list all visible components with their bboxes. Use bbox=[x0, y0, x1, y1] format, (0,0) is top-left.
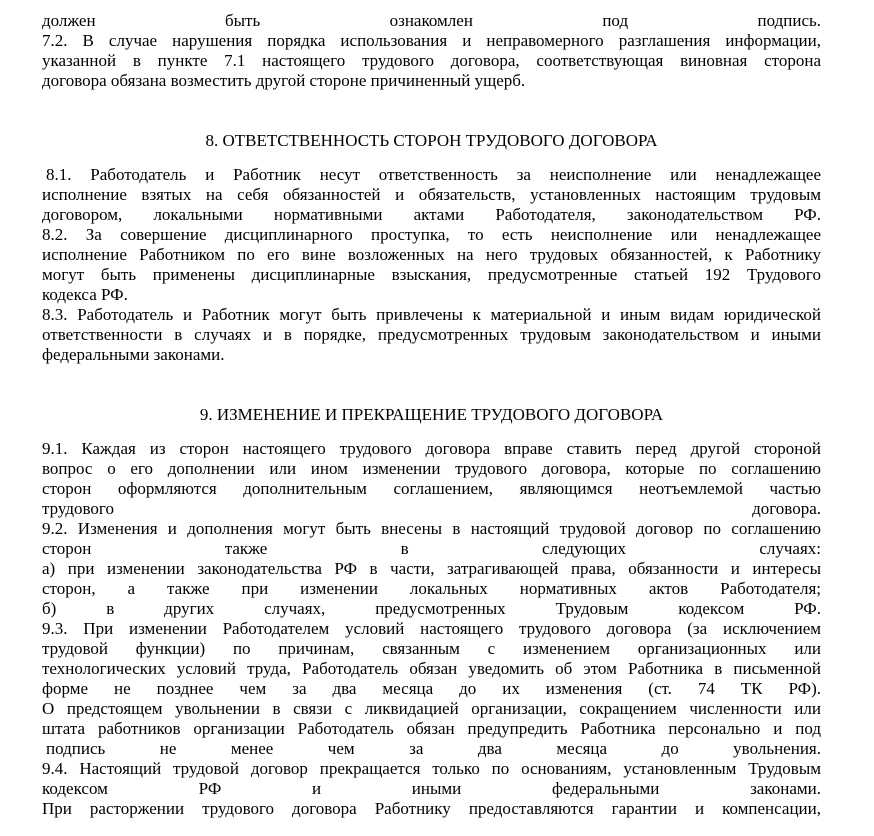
text-line: договора обязана возместить другой стороне причиненный ущерб. bbox=[42, 71, 526, 90]
text-line: ответственности в случаях и в порядке, предусмотренных трудовым законодательством и иными bbox=[42, 325, 821, 344]
text-line: технологических условий труда, Работодатель обязан уведомить об этом Работника в письменной bbox=[42, 659, 821, 678]
text-line: 7.2. В случае нарушения порядка использования и неправомерного разглашения информации, bbox=[42, 31, 821, 50]
text-line: сторон оформляются дополнительным соглашением, являющимся неотъемлемой частью bbox=[42, 479, 821, 498]
text-line: сторон также в следующих случаях: bbox=[42, 539, 821, 558]
section-8-body bbox=[42, 165, 821, 365]
text-line: договором, локальными нормативными актами Работодателя, законодательством РФ. bbox=[42, 205, 821, 224]
text-line: форме не позднее чем за два месяца до их изменения (ст. 74 ТК РФ). bbox=[42, 679, 821, 698]
text-line: должен быть ознакомлен под подпись. bbox=[42, 11, 821, 30]
text-line: трудовой функции) по причинам, связанным с изменением организационных или bbox=[42, 639, 821, 658]
text-line: кодексом РФ и иными федеральными законами. bbox=[42, 779, 821, 798]
text-line: При расторжении трудового договора Работнику предоставляются гарантии и компенсации, bbox=[42, 799, 821, 818]
text-line: исполнение Работником по его вине возложенных на него трудовых обязанностей, к Работнику bbox=[42, 245, 821, 264]
text-line: штата работников организации Работодатель обязан предупредить Работника персонально и под bbox=[42, 719, 821, 738]
text-line: указанной в пункте 7.1 настоящего трудового договора, соответствующая виновная сторона bbox=[42, 51, 821, 70]
text-line: исполнение взятых на себя обязанностей и обязательств, установленных настоящим трудовым bbox=[42, 185, 821, 204]
text-line: 9.3. При изменении Работодателем условий настоящего трудового договора (за исключением bbox=[42, 619, 821, 638]
text-line: могут быть применены дисциплинарные взыскания, предусмотренные статьей 192 Трудового bbox=[42, 265, 821, 284]
text-line: 8.3. Работодатель и Работник могут быть привлечены к материальной и иным видам юридической bbox=[42, 305, 821, 324]
document-page bbox=[42, 11, 821, 819]
text-line: б) в других случаях, предусмотренных Трудовым кодексом РФ. bbox=[42, 599, 821, 618]
section-9-body bbox=[42, 439, 821, 819]
text-line: О предстоящем увольнении в связи с ликвидацией организации, сокращением численности или bbox=[42, 699, 821, 718]
text-line: 8.1. Работодатель и Работник несут ответственность за неисполнение или ненадлежащее bbox=[46, 165, 821, 184]
text-line: федеральными законами. bbox=[42, 345, 225, 364]
text-line: 8.2. За совершение дисциплинарного проступка, то есть неисполнение или ненадлежащее bbox=[42, 225, 821, 244]
text-line: 9.4. Настоящий трудовой договор прекращается только по основаниям, установленным Трудовым bbox=[42, 759, 821, 778]
text-line: сторон, а также при изменении локальных нормативных актов Работодателя; bbox=[42, 579, 821, 598]
text-line: 9.1. Каждая из сторон настоящего трудового договора вправе ставить перед другой стороной bbox=[42, 439, 821, 458]
text-line: вопрос о его дополнении или ином изменении трудового договора, которые по соглашению bbox=[42, 459, 821, 478]
text-line: подпись не менее чем за два месяца до увольнения. bbox=[46, 739, 821, 758]
section-7-tail bbox=[42, 11, 821, 91]
text-line: кодекса РФ. bbox=[42, 285, 128, 304]
text-line: 9.2. Изменения и дополнения могут быть внесены в настоящий трудовой договор по соглашению bbox=[42, 519, 821, 538]
section-9-heading: 9. ИЗМЕНЕНИЕ И ПРЕКРАЩЕНИЕ ТРУДОВОГО ДОГОВОРА bbox=[199, 405, 664, 424]
text-line: а) при изменении законодательства РФ в части, затрагивающей права, обязанности и интересы bbox=[42, 559, 821, 578]
section-8-heading: 8. ОТВЕТСТВЕННОСТЬ СТОРОН ТРУДОВОГО ДОГОВОРА bbox=[205, 131, 658, 150]
text-line: трудового договора. bbox=[42, 499, 821, 518]
